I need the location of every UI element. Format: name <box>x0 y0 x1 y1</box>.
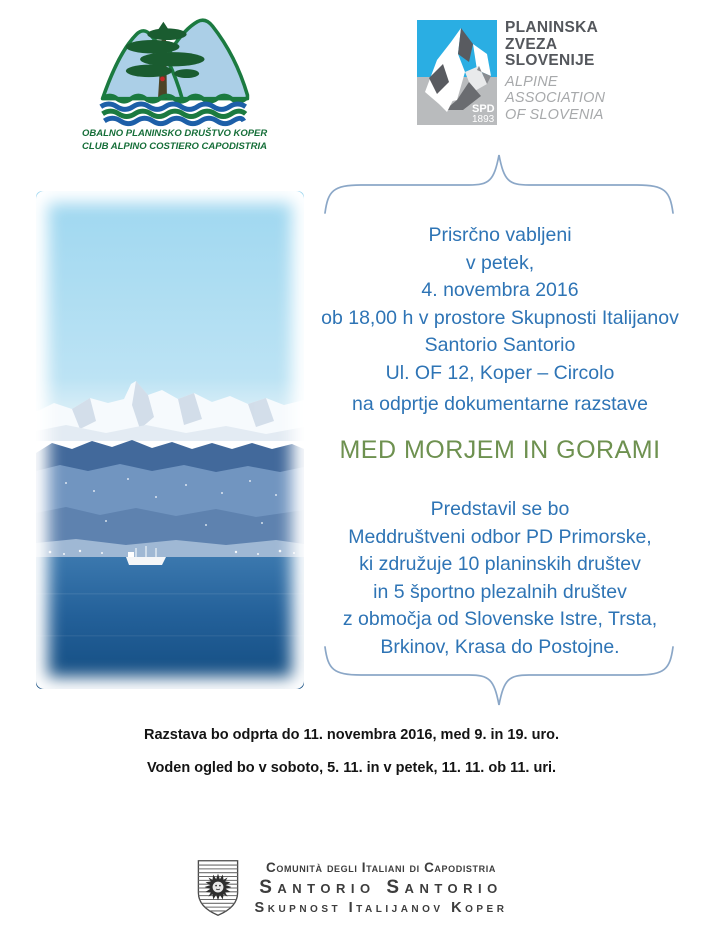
invitation-line: 4. novembra 2016 <box>421 279 579 301</box>
invitation-detail-line: Meddruštveni odbor PD Primorske, <box>348 525 652 548</box>
invitation-details <box>312 496 688 661</box>
pzs-logo <box>417 20 605 125</box>
event-type-line: na odprtje dokumentarne razstave <box>352 393 648 415</box>
exhibition-dates-note: Razstava bo odprta do 11. novembra 2016, med 9. in 19. uro. <box>144 727 559 743</box>
top-brace-decoration <box>323 151 675 215</box>
spd-badge-year: 1893 <box>472 114 495 125</box>
pzs-subtitle-line: OF SLOVENIA <box>505 106 604 123</box>
invitation-line: ob 18,00 h v prostore Skupnosti Italijanov <box>321 306 679 329</box>
sea-and-alps-photo <box>36 191 304 689</box>
bottom-brace-decoration <box>323 645 675 709</box>
opd-koper-logo <box>82 12 267 153</box>
pzs-emblem-icon <box>417 20 497 125</box>
guided-tour-note: Voden ogled bo v soboto, 5. 11. in v petek, 11. 11. ob 11. uri. <box>146 760 557 776</box>
sun-crest-icon <box>196 858 240 918</box>
pzs-text-block <box>505 20 605 123</box>
left-logo-name-line: OBALNO PLANINSKO DRUŠTVO KOPER <box>82 128 268 139</box>
invitation-line: Santorio Santorio <box>424 334 576 356</box>
pzs-subtitle-line: ALPINE <box>505 73 558 90</box>
pzs-name-line: SLOVENIJE <box>505 52 595 69</box>
pzs-name-line: PLANINSKA <box>505 19 599 36</box>
pzs-subtitle <box>505 75 605 124</box>
footer-skupnost-line: Skupnost Italijanov Koper <box>254 900 508 916</box>
exhibition-title: MED MORJEM IN GORAMI <box>339 436 661 464</box>
invitation-detail-line: Predstavil se bo <box>430 498 570 520</box>
santorio-footer <box>0 858 703 918</box>
invitation-detail-line: ki združuje 10 planinskih društev <box>359 553 641 575</box>
pzs-name <box>505 20 605 70</box>
sea-alps-illustration <box>36 191 304 689</box>
invitation-intro <box>312 222 688 387</box>
invitation-line: Ul. OF 12, Koper – Circolo <box>385 361 615 384</box>
spd-badge-text: SPD <box>472 103 495 115</box>
mountains-tree-waves-icon <box>99 12 251 128</box>
footer-santorio-line: Santorio Santorio <box>259 877 503 898</box>
invitation-detail-line: z območja od Slovenske Istre, Trsta, <box>342 608 658 630</box>
invitation-detail-line: Brkinov, Krasa do Postojne. <box>380 635 620 658</box>
left-logo-name-line-it: CLUB ALPINO COSTIERO CAPODISTRIA <box>82 140 267 152</box>
footer-text-block <box>255 859 508 917</box>
pzs-name-line: ZVEZA <box>505 35 558 53</box>
invitation-line: v petek, <box>465 251 535 274</box>
footer-community-line: Comunità degli Italiani di Capodistria <box>266 860 496 875</box>
invitation-line: Prisrčno vabljeni <box>428 224 572 246</box>
pzs-subtitle-line: ASSOCIATION <box>505 90 606 106</box>
invitation-detail-line: in 5 športno plezalnih društev <box>373 580 627 603</box>
